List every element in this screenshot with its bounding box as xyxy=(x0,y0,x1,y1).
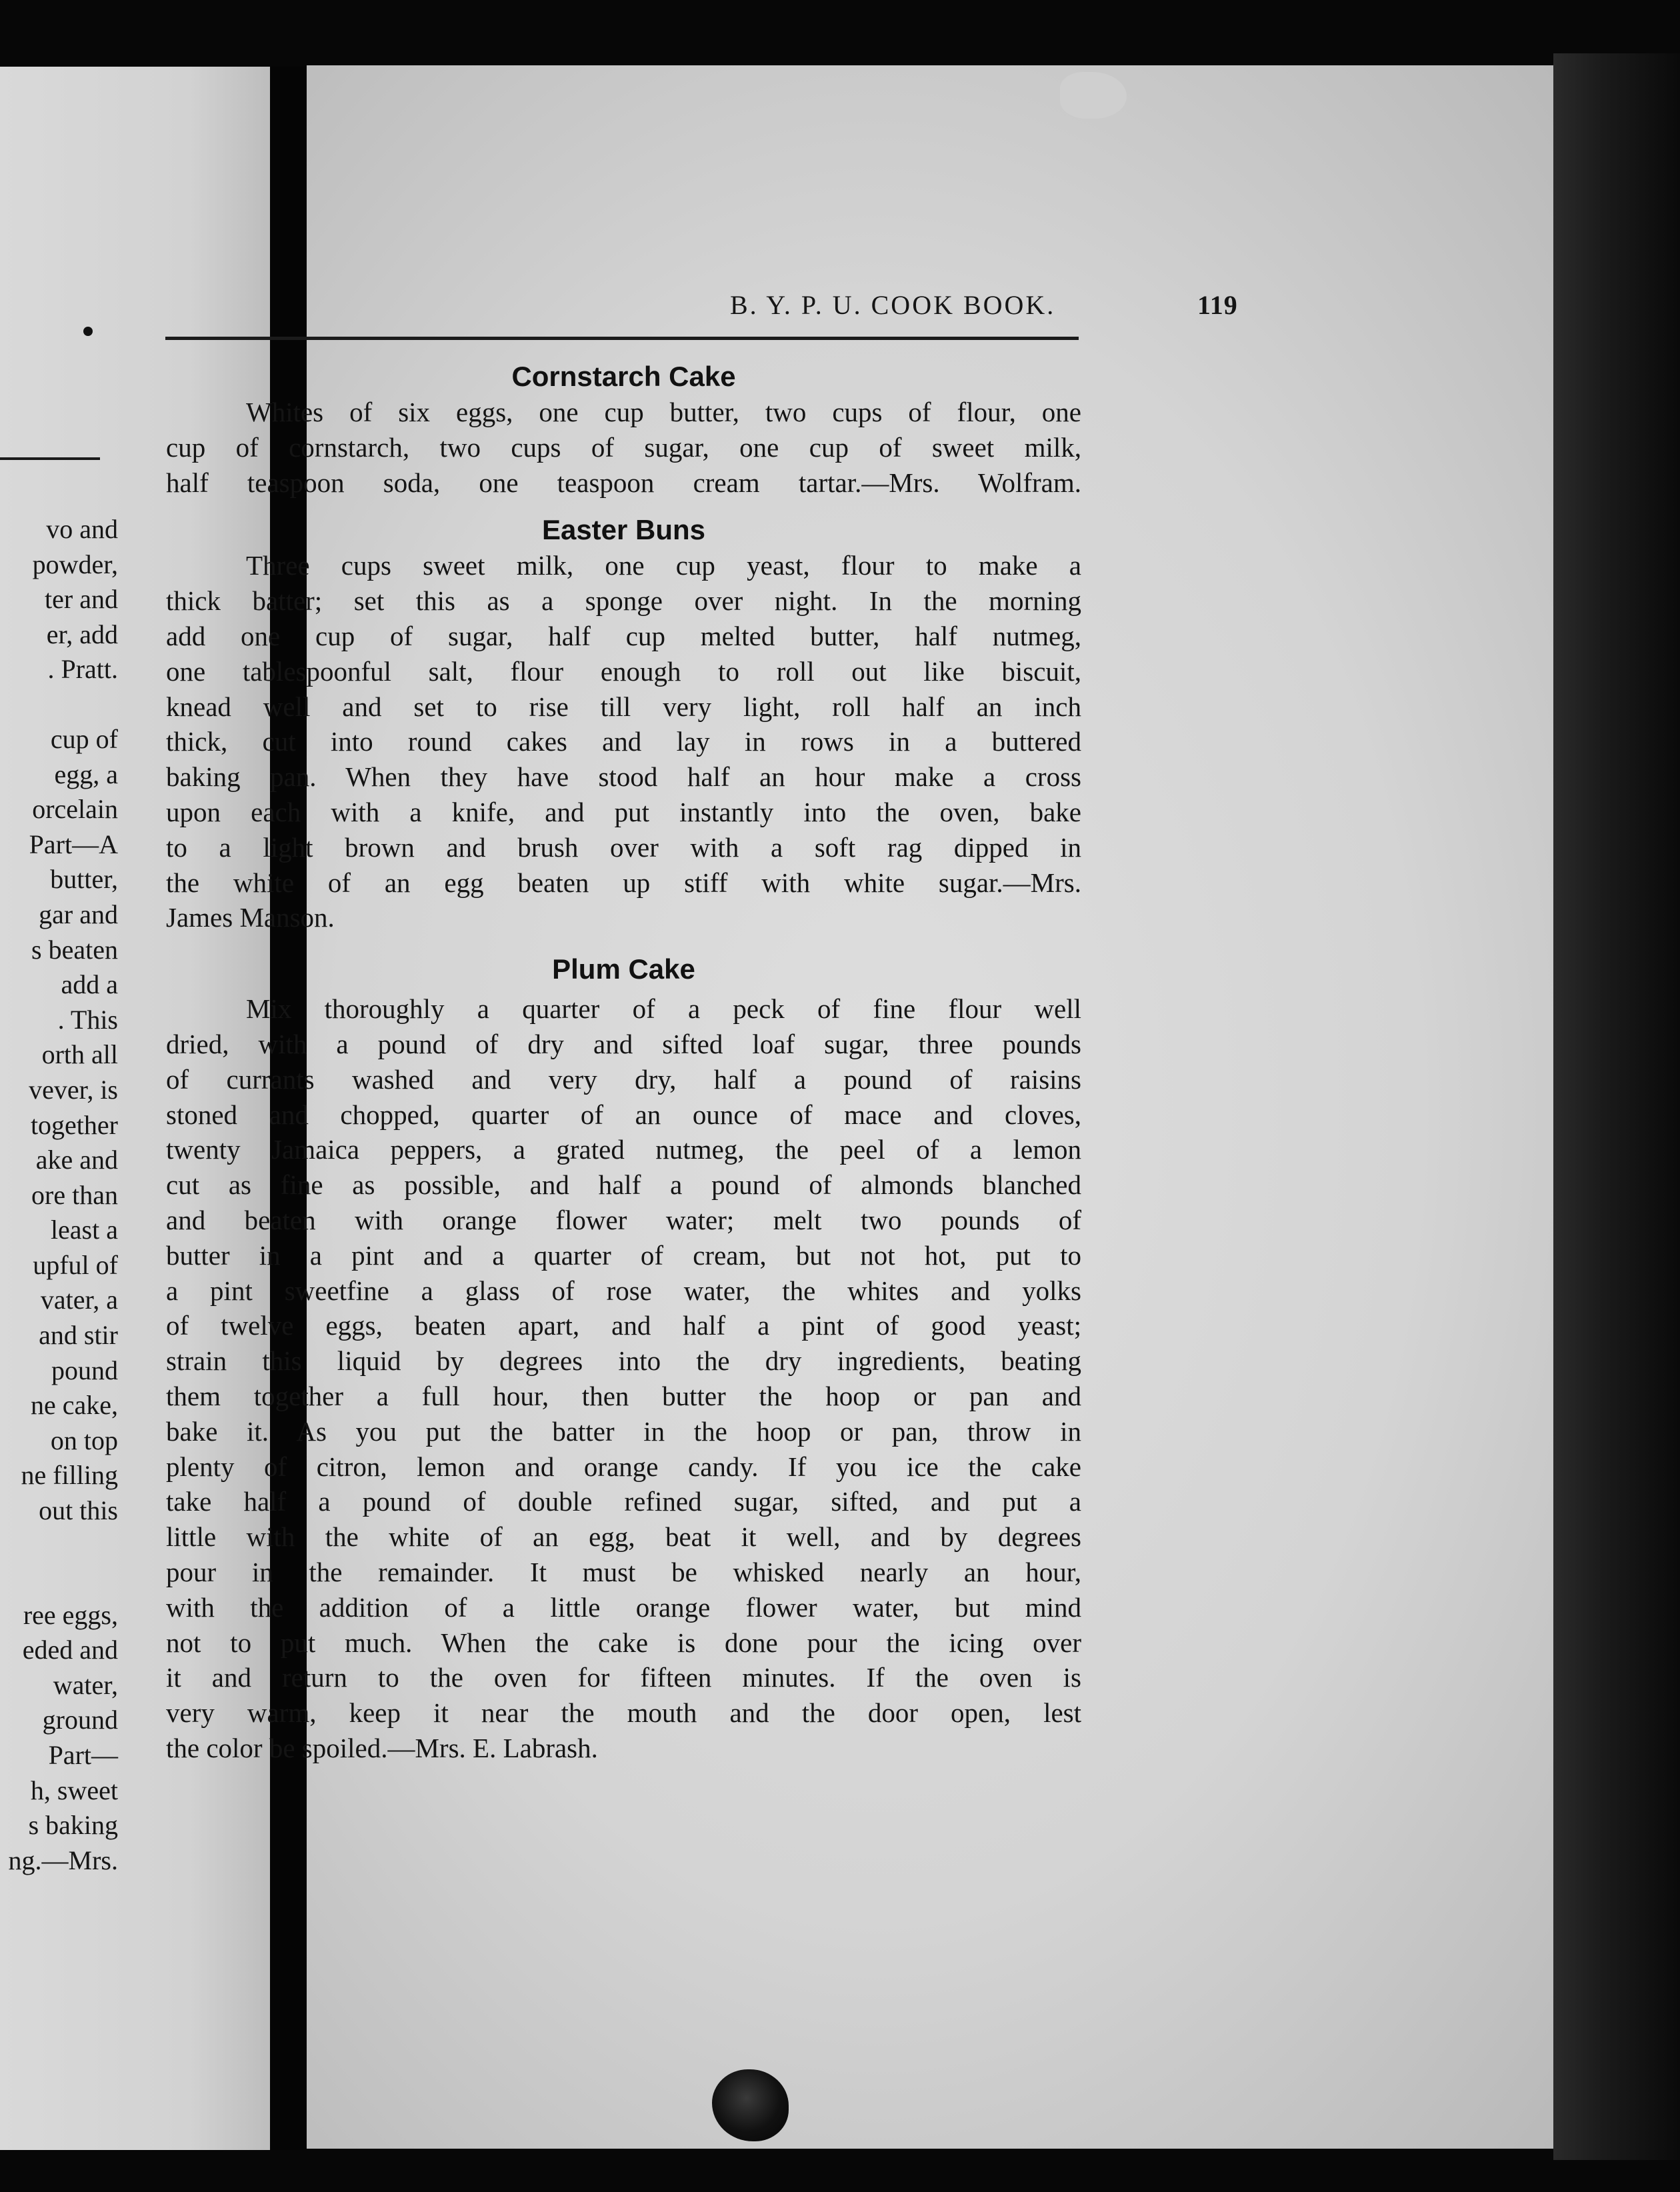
text-line: knead well and set to rise till very light, roll half an inch xyxy=(166,691,1081,722)
recipe-text xyxy=(166,548,1081,935)
left-page-fragment: on top xyxy=(50,1425,118,1455)
page-number: 119 xyxy=(1197,290,1238,320)
text-line: butter in a pint and a quarter of cream, but not hot, put to xyxy=(166,1239,1081,1271)
text-line: cut as fine as possible, and half a pound of almonds blanched xyxy=(166,1169,1081,1201)
text-line: the white of an egg beaten up stiff with white sugar.—Mrs. xyxy=(166,867,1081,898)
left-page-fragment: ore than xyxy=(31,1179,118,1210)
page-header xyxy=(163,289,1390,336)
left-page-fragment: vo and xyxy=(46,514,118,544)
recipe-text xyxy=(166,395,1081,500)
left-page-rule xyxy=(0,457,100,460)
left-page-text xyxy=(9,512,118,1878)
left-page-fragment: Part— xyxy=(48,1740,118,1770)
left-page-fragment: ter and xyxy=(45,584,118,615)
left-page-fragment: ree eggs, xyxy=(23,1599,118,1630)
left-page-fragment: cup of xyxy=(50,723,118,754)
left-page-fragment: and stir xyxy=(39,1320,118,1351)
text-line: strain this liquid by degrees into the dry ingredients, beating xyxy=(166,1345,1081,1377)
text-line: cup of cornstarch, two cups of sugar, one cup of sweet milk, xyxy=(166,431,1081,463)
left-page-fragment: . Pratt. xyxy=(47,654,118,685)
running-title: B. Y. P. U. COOK BOOK. xyxy=(730,290,1056,320)
text-line: dried, with a pound of dry and sifted loaf sugar, three pounds xyxy=(166,1028,1081,1059)
left-page-fragment: ne cake, xyxy=(30,1390,118,1421)
left-page-fragment: ng.—Mrs. xyxy=(8,1845,118,1875)
left-page-gap xyxy=(9,1529,118,1563)
page-body xyxy=(166,351,1081,1766)
ink-blot xyxy=(712,2069,789,2141)
text-line: thick batter; set this as a sponge over night. In the morning xyxy=(166,585,1081,617)
recipe-title: Plum Cake xyxy=(552,953,695,985)
header-rule xyxy=(165,337,1079,340)
left-page-speck xyxy=(83,327,93,336)
left-page-fragment: Part—A xyxy=(29,829,118,859)
text-line: pour in the remainder. It must be whisked nearly an hour, xyxy=(166,1556,1081,1587)
text-line: and beaten with orange flower water; melt two pounds of xyxy=(166,1204,1081,1235)
text-line: thick, cut into round cakes and lay in rows in a buttered xyxy=(166,726,1081,757)
left-page-fragment: ake and xyxy=(35,1145,118,1175)
left-page-fragment: gar and xyxy=(39,899,118,929)
text-line: twenty Jamaica peppers, a grated nutmeg, the peel of a lemon xyxy=(166,1134,1081,1165)
text-line: little with the white of an egg, beat it well, and by degrees xyxy=(166,1521,1081,1553)
text-line: a pint sweetfine a glass of rose water, the whites and yolks xyxy=(166,1275,1081,1306)
left-page-fragment: orcelain xyxy=(32,794,118,825)
left-page-fragment: h, sweet xyxy=(30,1775,118,1805)
text-line: James Manson. xyxy=(166,902,335,933)
text-line: of currants washed and very dry, half a pound of raisins xyxy=(166,1063,1081,1095)
text-line: half teaspoon soda, one teaspoon cream tartar.—Mrs. Wolfram. xyxy=(166,467,1081,498)
left-page-fragment: eded and xyxy=(22,1635,118,1665)
text-line: very warm, keep it near the mouth and the door open, lest xyxy=(166,1697,1081,1729)
text-line: baking pan. When they have stood half an hour make a cross xyxy=(166,761,1081,793)
left-page-fragment: powder, xyxy=(32,549,118,579)
recipe-title: Cornstarch Cake xyxy=(511,361,736,392)
left-page-gap xyxy=(9,1563,118,1598)
left-page-fragment: upful of xyxy=(33,1249,118,1280)
left-page-fragment: ground xyxy=(42,1705,118,1735)
text-line: not to put much. When the cake is done pour the icing over xyxy=(166,1627,1081,1658)
left-page-fragment: . This xyxy=(57,1004,118,1035)
left-page-fragment: pound xyxy=(51,1355,118,1385)
left-page-fragment: egg, a xyxy=(54,759,118,789)
text-line: plenty of citron, lemon and orange candy. If you ice the cake xyxy=(166,1451,1081,1482)
left-page-fragment: out this xyxy=(39,1495,118,1526)
left-page-fragment: least a xyxy=(50,1215,118,1245)
left-page-fragment: ne filling xyxy=(21,1460,118,1491)
left-page-fragment: add a xyxy=(61,969,118,1000)
text-line: take half a pound of double refined sugar, sifted, and put a xyxy=(166,1486,1081,1517)
left-page-fragment: orth all xyxy=(41,1039,118,1070)
left-page-fragment: water, xyxy=(53,1669,118,1700)
left-page-fragment: butter, xyxy=(50,864,118,895)
text-line: it and return to the oven for fifteen minutes. If the oven is xyxy=(166,1662,1081,1693)
text-line: with the addition of a little orange flower water, but mind xyxy=(166,1591,1081,1623)
page-tear xyxy=(1060,72,1127,119)
text-line: the color be spoiled.—Mrs. E. Labrash. xyxy=(166,1732,598,1763)
left-page-fragment: vater, a xyxy=(40,1285,118,1315)
text-line: them together a full hour, then butter the hoop or pan and xyxy=(166,1380,1081,1411)
text-line: stoned and chopped, quarter of an ounce of mace and cloves, xyxy=(166,1099,1081,1130)
left-page-fragment: together xyxy=(30,1109,118,1140)
text-line: to a light brown and brush over with a soft rag dipped in xyxy=(166,831,1081,863)
text-line: Three cups sweet milk, one cup yeast, flour to make a xyxy=(246,550,1081,581)
left-page-fragment: s baking xyxy=(28,1810,118,1841)
text-line: add one cup of sugar, half cup melted butter, half nutmeg, xyxy=(166,620,1081,651)
left-page-fragment: vever, is xyxy=(29,1074,118,1105)
book-edge xyxy=(1553,53,1680,2160)
text-line: upon each with a knife, and put instantly into the oven, bake xyxy=(166,796,1081,827)
left-page-gap xyxy=(9,687,118,722)
text-line: of twelve eggs, beaten apart, and half a pint of good yeast; xyxy=(166,1310,1081,1341)
recipe-text xyxy=(166,991,1081,1766)
text-line: one tablespoonful salt, flour enough to roll out like biscuit, xyxy=(166,655,1081,687)
text-line: Whites of six eggs, one cup butter, two cups of flour, one xyxy=(246,397,1081,427)
text-line: bake it. As you put the batter in the hoop or pan, throw in xyxy=(166,1415,1081,1447)
text-line: Mix thoroughly a quarter of a peck of fine flour well xyxy=(246,993,1081,1025)
recipe-title: Easter Buns xyxy=(541,514,706,546)
left-page-fragment: s beaten xyxy=(31,934,118,965)
left-page-fragment: er, add xyxy=(46,619,118,649)
